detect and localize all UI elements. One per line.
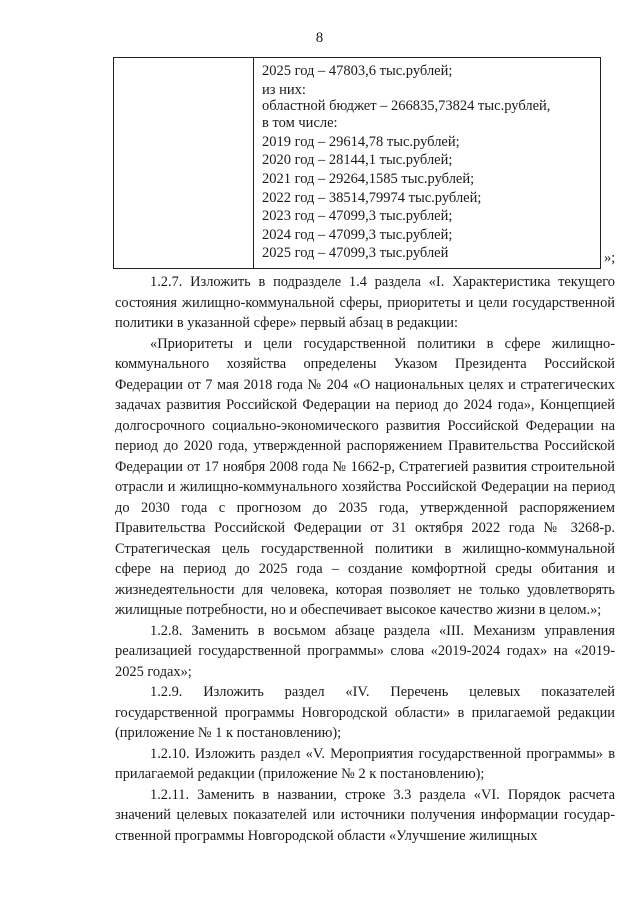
table-label-cell bbox=[114, 58, 254, 268]
funding-line: 2021 год – 29264,1585 тыс.рублей; bbox=[262, 170, 475, 187]
funding-table bbox=[113, 57, 601, 269]
table-closing-mark: »; bbox=[604, 250, 616, 266]
page-number: 8 bbox=[315, 30, 324, 46]
paragraph-1-2-9: 1.2.9. Изложить раздел «IV. Перечень целевых показателей государственной программы Новгородской области» в прилагаемой редакции (приложение № 1 к постановлению); bbox=[115, 684, 615, 741]
table-value-cell bbox=[254, 58, 600, 268]
funding-line: областной бюджет – 266835,73824 тыс.рублей, bbox=[262, 98, 551, 115]
paragraph-1-2-8: 1.2.8. Заменить в восьмом абзаце раздела «III. Механизм управления реализацией государственной программы» слова «2019-2024 годах» на «2019-2025 годах»; bbox=[115, 622, 615, 680]
funding-line: 2022 год – 38514,79974 тыс.рублей; bbox=[262, 189, 482, 206]
paragraph-1-2-10: 1.2.10. Изложить раздел «V. Мероприятия государственной программы» в прилагаемой редакции (приложение № 2 к постановлению); bbox=[115, 745, 615, 782]
paragraph-quoted-priorities: «Приоритеты и цели государственной политики в сфере жилищно-коммунального хозяйства определены Указом Президента Российской Федерации от 7 мая 2018 года № 204 «О национальных целях и стратегических задачах развития Российской Федерации на период до 2024 года», Концепцией долгосрочного социально-экономического развития Российской Федерации на период до 2020 года, утвержденной распоряжением Правительства Российской Федерации от 17 ноября 2008 года № 1662-р, Стратегией развития строительной отрасли и жилищно-коммунального хозяйства Российской Федерации на период до 2030 года с прогнозом до 2035 года, утвержденной распоряжением Правительства Российской Федерации от 31 октября 2022 года № 3268-р. Стратегическая цель государственной политики в жилищно-коммунальной сфере на период до 2025 года – создание комфортной среды обитания и жизнедеятельности для человека, которая позволяет не только удовлетворять жилищные потребности, но и обеспечивает высокое качество жизни в целом.»; bbox=[115, 335, 615, 618]
funding-line: 2025 год – 47099,3 тыс.рублей bbox=[262, 245, 449, 262]
funding-line: 2023 год – 47099,3 тыс.рублей; bbox=[262, 208, 453, 225]
funding-line: из них: bbox=[262, 81, 306, 98]
funding-line: 2025 год – 47803,6 тыс.рублей; bbox=[262, 63, 453, 79]
funding-line: 2020 год – 28144,1 тыс.рублей; bbox=[262, 152, 453, 169]
funding-line: 2024 год – 47099,3 тыс.рублей; bbox=[262, 226, 453, 243]
paragraph-1-2-7: 1.2.7. Изложить в подразделе 1.4 раздела «I. Характеристика текущего состояния жилищно-коммунальной сферы, приоритеты и цели государственной политики в указанной сфере» первый абзац в редакции: bbox=[115, 274, 615, 331]
amendment-text bbox=[115, 272, 615, 846]
funding-line: 2019 год – 29614,78 тыс.рублей; bbox=[262, 133, 460, 150]
funding-line: в том числе: bbox=[262, 115, 338, 132]
paragraph-1-2-11: 1.2.11. Заменить в названии, строке 3.3 раздела «VI. Порядок расчета значений целевых показателей или источники получения информации государ-ственной программы Новгородской области «Улучшение жилищных bbox=[115, 786, 615, 844]
